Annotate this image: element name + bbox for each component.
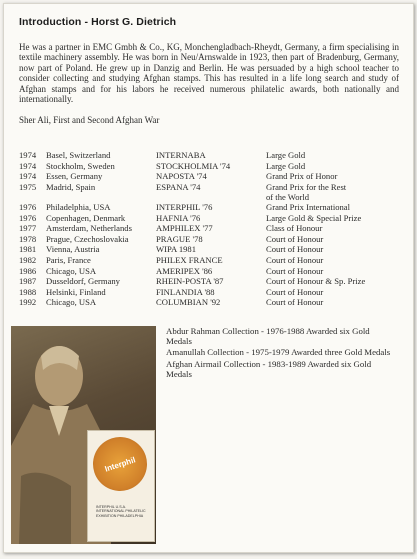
award-level: Large Gold — [266, 150, 306, 160]
award-level: Court of Honour — [266, 286, 324, 297]
award-location: Stockholm, Sweden — [46, 160, 115, 171]
award-exhibition: AMPHILEX '77 — [156, 223, 213, 234]
award-year: 1978 — [19, 233, 37, 244]
award-year: 1974 — [19, 160, 37, 171]
stamp-caption: INTERPHIL U.S.A. INTERNATIONAL PHILATELIC EXHIBITION PHILADELPHIA — [96, 505, 146, 518]
award-location: Prague, Czechoslovakia — [46, 233, 129, 244]
award-exhibition: INTERNABA — [156, 150, 206, 160]
award-year: 1977 — [19, 223, 37, 234]
award-location: Essen, Germany — [46, 171, 103, 182]
award-location: Paris, France — [46, 254, 91, 265]
award-level: Court of Honour — [266, 265, 324, 276]
award-level: Court of Honour — [266, 254, 324, 265]
award-location: Chicago, USA — [46, 265, 97, 276]
award-level: Court of Honour — [266, 297, 324, 308]
subtitle: Sher Ali, First and Second Afghan War — [19, 115, 160, 125]
award-exhibition: HAFNIA '76 — [156, 212, 201, 223]
award-year: 1986 — [19, 265, 37, 276]
award-level: Grand Prix of Honor — [266, 171, 338, 182]
exhibition-seal: Interphil — [86, 430, 154, 498]
award-exhibition: ESPANA '74 — [156, 181, 201, 192]
collection-item: Amanullah Collection - 1975-1979 Awarded three Gold Medals — [166, 347, 391, 358]
award-level: Court of Honour — [266, 233, 324, 244]
award-year: 1974 — [19, 171, 37, 182]
award-year: 1976 — [19, 212, 37, 223]
award-level: Court of Honour & Sp. Prize — [266, 276, 366, 287]
award-year: 1975 — [19, 181, 37, 192]
page-title: Introduction - Horst G. Dietrich — [19, 16, 177, 28]
award-location: Amsterdam, Netherlands — [46, 223, 132, 234]
award-year: 1976 — [19, 202, 37, 212]
award-exhibition: WIPA 1981 — [156, 244, 197, 255]
collections-list — [166, 326, 396, 380]
award-level: Large Gold — [266, 160, 306, 171]
award-location: Copenhagen, Denmark — [46, 212, 126, 223]
award-exhibition: PHILEX FRANCE — [156, 254, 223, 265]
award-exhibition: FINLANDIA '88 — [156, 286, 215, 297]
collection-item: Afghan Airmail Collection - 1983-1989 Awarded six Gold Medals — [166, 358, 372, 379]
award-exhibition: PRAGUE '78 — [156, 233, 203, 244]
award-location: Chicago, USA — [46, 297, 97, 308]
award-exhibition: INTERPHIL '76 — [156, 202, 213, 212]
award-level: Court of Honour — [266, 244, 324, 255]
award-location: Dusseldorf, Germany — [46, 276, 120, 287]
award-year: 1988 — [19, 286, 37, 297]
stamp-image — [87, 430, 155, 542]
award-location: Basel, Switzerland — [46, 150, 111, 160]
collection-item: Abdur Rahman Collection - 1976-1988 Awarded six Gold Medals — [166, 326, 370, 347]
award-exhibition: AMERIPEX '86 — [156, 265, 213, 276]
award-level: Grand Prix for the Rest — [266, 181, 347, 192]
award-year: 1974 — [19, 150, 37, 160]
intro-paragraph: He was a partner in EMC Gmbh & Co., KG, Monchengladbach-Rheydt, Germany, a firm specialising in textile machinery assembly. He was born in Neu/Arnswalde in 1923, then part of Bradenburg, Germany, now part of Poland. He grew up in Danzig and Berlin. He was persuaded by a high school teacher to consider collecting and studying Afghan stamps. This has resulted in a life long search and study of Afghan stamps and for his labors he received numerous philatelic awards, both nationally and internationally. — [19, 42, 399, 105]
award-year: 1987 — [19, 276, 37, 287]
award-year: 1992 — [19, 297, 37, 308]
award-exhibition: RHEIN-POSTA '87 — [156, 276, 224, 287]
award-exhibition: COLUMBIAN '92 — [156, 297, 221, 308]
award-location: Philadelphia, USA — [46, 202, 111, 212]
award-location: Vienna, Austria — [46, 244, 100, 255]
award-location: Helsinki, Finland — [46, 286, 106, 297]
award-year: 1982 — [19, 254, 37, 265]
award-exhibition: STOCKHOLMIA '74 — [156, 160, 231, 171]
award-location: Madrid, Spain — [46, 181, 96, 192]
document-page — [3, 3, 414, 553]
award-level: Class of Honour — [266, 223, 323, 234]
award-level: Large Gold & Special Prize — [266, 212, 362, 223]
award-exhibition: NAPOSTA '74 — [156, 171, 207, 182]
award-year: 1981 — [19, 244, 37, 255]
award-level: Grand Prix International — [266, 202, 351, 212]
award-level: of the World — [266, 192, 310, 203]
